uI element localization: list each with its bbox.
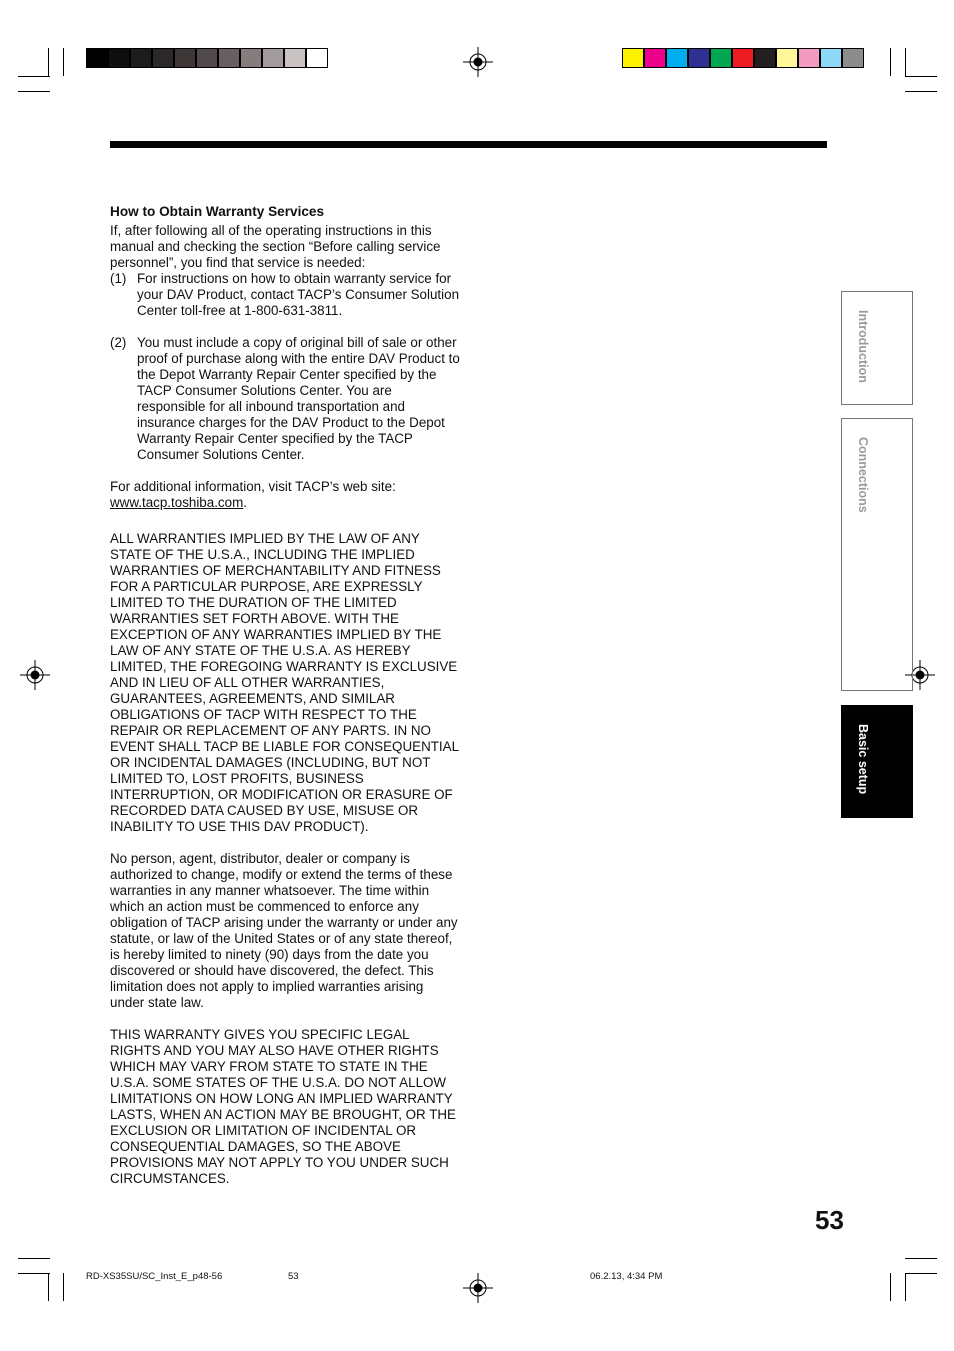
web-prefix: For additional information, visit TACP’s web site: [110,479,396,494]
footer-file: RD-XS35SU/SC_Inst_E_p48-56 [86,1271,223,1282]
list-text: You must include a copy of original bill of sale or other proof of purchase along with the entire DAV Product to the Depot Warranty Repair Center specified by the TACP Consumer Solutions Center. You are responsible for all inbound transportation and insurance charges for the DAV Product to the Depot Warranty Repair Center specified by the TACP Consumer Solutions Center. [137,335,460,462]
crop-mark [905,1273,937,1274]
color-swatch [174,48,196,68]
tab-basic-setup[interactable] [841,705,913,818]
color-swatch [262,48,284,68]
crop-mark [48,48,49,76]
warranty-text-column [110,204,460,1187]
crop-mark [18,76,50,77]
color-swatch [732,48,754,68]
color-swatch [240,48,262,68]
web-suffix: . [243,495,247,510]
tab-label: Introduction [856,310,870,383]
color-swatch [754,48,776,68]
color-swatch [666,48,688,68]
crop-mark [890,48,891,76]
crop-mark [905,1258,937,1259]
tab-label: Connections [856,437,870,513]
legal-rights-paragraph: THIS WARRANTY GIVES YOU SPECIFIC LEGAL RIGHTS AND YOU MAY ALSO HAVE OTHER RIGHTS WHICH MAY VARY FROM STATE TO STATE IN THE U.S.A. SOME STATES OF THE U.S.A. DO NOT ALLOW LIMITATIONS ON HOW LONG AN IMPLIED WARRANTY LASTS, WHEN AN ACTION MAY BE BROUGHT, OR THE EXCLUSION OR LIMITATION OF INCIDENTAL OR CONSEQUENTIAL DAMAGES, SO THE ABOVE PROVISIONS MAY NOT APPLY TO YOU UNDER SUCH CIRCUMSTANCES. [110,1027,456,1186]
top-rule [110,141,827,148]
crop-mark [18,91,50,92]
crop-mark [905,1273,906,1301]
color-swatch [622,48,644,68]
crop-mark [48,1273,49,1301]
web-link[interactable]: www.tacp.toshiba.com [110,495,244,510]
list-item [110,271,460,319]
color-swatch [798,48,820,68]
tab-connections[interactable] [841,418,913,691]
color-swatch [644,48,666,68]
color-swatch [284,48,306,68]
color-swatch [86,48,108,68]
tab-introduction[interactable] [841,291,913,405]
list-number: (1) [110,271,127,286]
list-number: (2) [110,335,127,350]
color-swatch [218,48,240,68]
footer-page: 53 [288,1271,299,1282]
registration-mark-icon [463,47,493,77]
color-swatch [820,48,842,68]
disclaimer-paragraph: ALL WARRANTIES IMPLIED BY THE LAW OF ANY STATE OF THE U.S.A., INCLUDING THE IMPLIED WARRANTIES OF MERCHANTABILITY AND FITNESS FOR A PARTICULAR PURPOSE, ARE EXPRESSLY LIMITED TO THE DURATION OF THE LIMITED WARRANTIES SET FORTH ABOVE. WITH THE EXCEPTION OF ANY WARRANTIES IMPLIED BY THE LAW OF ANY STATE OF THE U.S.A. AS HEREBY LIMITED, THE FOREGOING WARRANTY IS EXCLUSIVE AND IN LIEU OF ALL OTHER WARRANTIES, GUARANTEES, AGREEMENTS, AND SIMILAR OBLIGATIONS OF TACP WITH RESPECT TO THE REPAIR OR REPLACEMENT OF ANY PARTS. IN NO EVENT SHALL TACP BE LIABLE FOR CONSEQUENTIAL OR INCIDENTAL DAMAGES (INCLUDING, BUT NOT LIMITED TO, LOST PROFITS, BUSINESS INTERRUPTION, OR MODIFICATION OR ERASURE OF RECORDED DATA CAUSED BY USE, MISUSE OR INABILITY TO USE THIS DAV PRODUCT). [110,531,459,834]
crop-mark [905,48,906,76]
crop-mark [18,1273,50,1274]
no-person-paragraph: No person, agent, distributor, dealer or company is authorized to change, modify or extend the terms of these warranties in any manner whatsoever. The time within which an action must be commenced to enforce any obligation of TACP arising under the warranty or under any statute, or law of the United States or of any state thereof, is hereby limited to ninety (90) days from the date you discovered or should have discovered, the defect. This limitation does not apply to implied warranties arising under state law. [110,851,458,1010]
color-swatch [152,48,174,68]
page-number: 53 [815,1205,844,1235]
list-item [110,335,460,463]
color-swatch [842,48,864,68]
crop-mark [890,1273,891,1301]
registration-mark-icon [20,660,50,690]
color-swatch [108,48,130,68]
registration-mark-icon [463,1273,493,1303]
color-swatch [306,48,328,68]
crop-mark [905,91,937,92]
list-text: For instructions on how to obtain warranty service for your DAV Product, contact TACP’s Consumer Solution Center toll-free at 1-800-631-3811. [137,271,460,318]
intro-paragraph: If, after following all of the operating instructions in this manual and checking the section “Before calling service personnel”, you find that service is needed: [110,223,441,270]
crop-mark [18,1258,50,1259]
section-heading: How to Obtain Warranty Services [110,204,325,219]
color-swatch [196,48,218,68]
crop-mark [905,76,937,77]
color-swatch [776,48,798,68]
tab-label: Basic setup [856,724,870,795]
crop-mark [63,1273,64,1301]
color-swatch [688,48,710,68]
crop-mark [63,48,64,76]
footer-date: 06.2.13, 4:34 PM [590,1271,663,1282]
web-paragraph [110,479,460,511]
color-swatch [710,48,732,68]
color-swatch [130,48,152,68]
